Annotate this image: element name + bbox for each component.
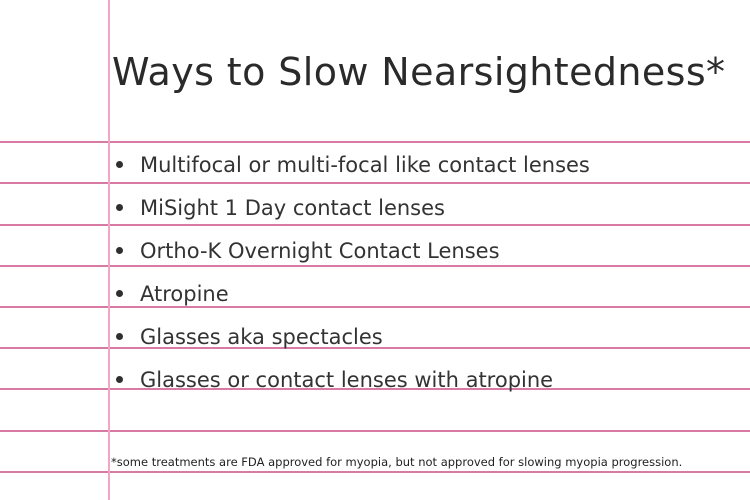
footnote: *some treatments are FDA approved for myopia, but not approved for slowing myopia progression. (111, 455, 683, 469)
list-item (116, 272, 746, 315)
list-item (116, 186, 746, 229)
bullet-icon (116, 247, 123, 254)
list-item-label: Atropine (140, 281, 229, 306)
ruled-line (0, 471, 750, 473)
list-item (116, 143, 746, 186)
bullet-icon (116, 376, 123, 383)
list-item (116, 358, 746, 401)
bullet-icon (116, 290, 123, 297)
list-item-label: Glasses or contact lenses with atropine (140, 367, 554, 392)
ruled-line (0, 430, 750, 432)
bullet-icon (116, 204, 123, 211)
list-item (116, 315, 746, 358)
list-item-label: Multifocal or multi-focal like contact lenses (140, 152, 590, 177)
list-item (116, 229, 746, 272)
list-item-label: Ortho-K Overnight Contact Lenses (140, 238, 500, 263)
list-item-label: MiSight 1 Day contact lenses (140, 195, 445, 220)
bullet-icon (116, 333, 123, 340)
bullet-icon (116, 161, 123, 168)
page-title: Ways to Slow Nearsightedness* (112, 50, 726, 94)
treatment-list (116, 143, 746, 401)
margin-line (108, 0, 110, 500)
list-item-label: Glasses aka spectacles (140, 324, 383, 349)
